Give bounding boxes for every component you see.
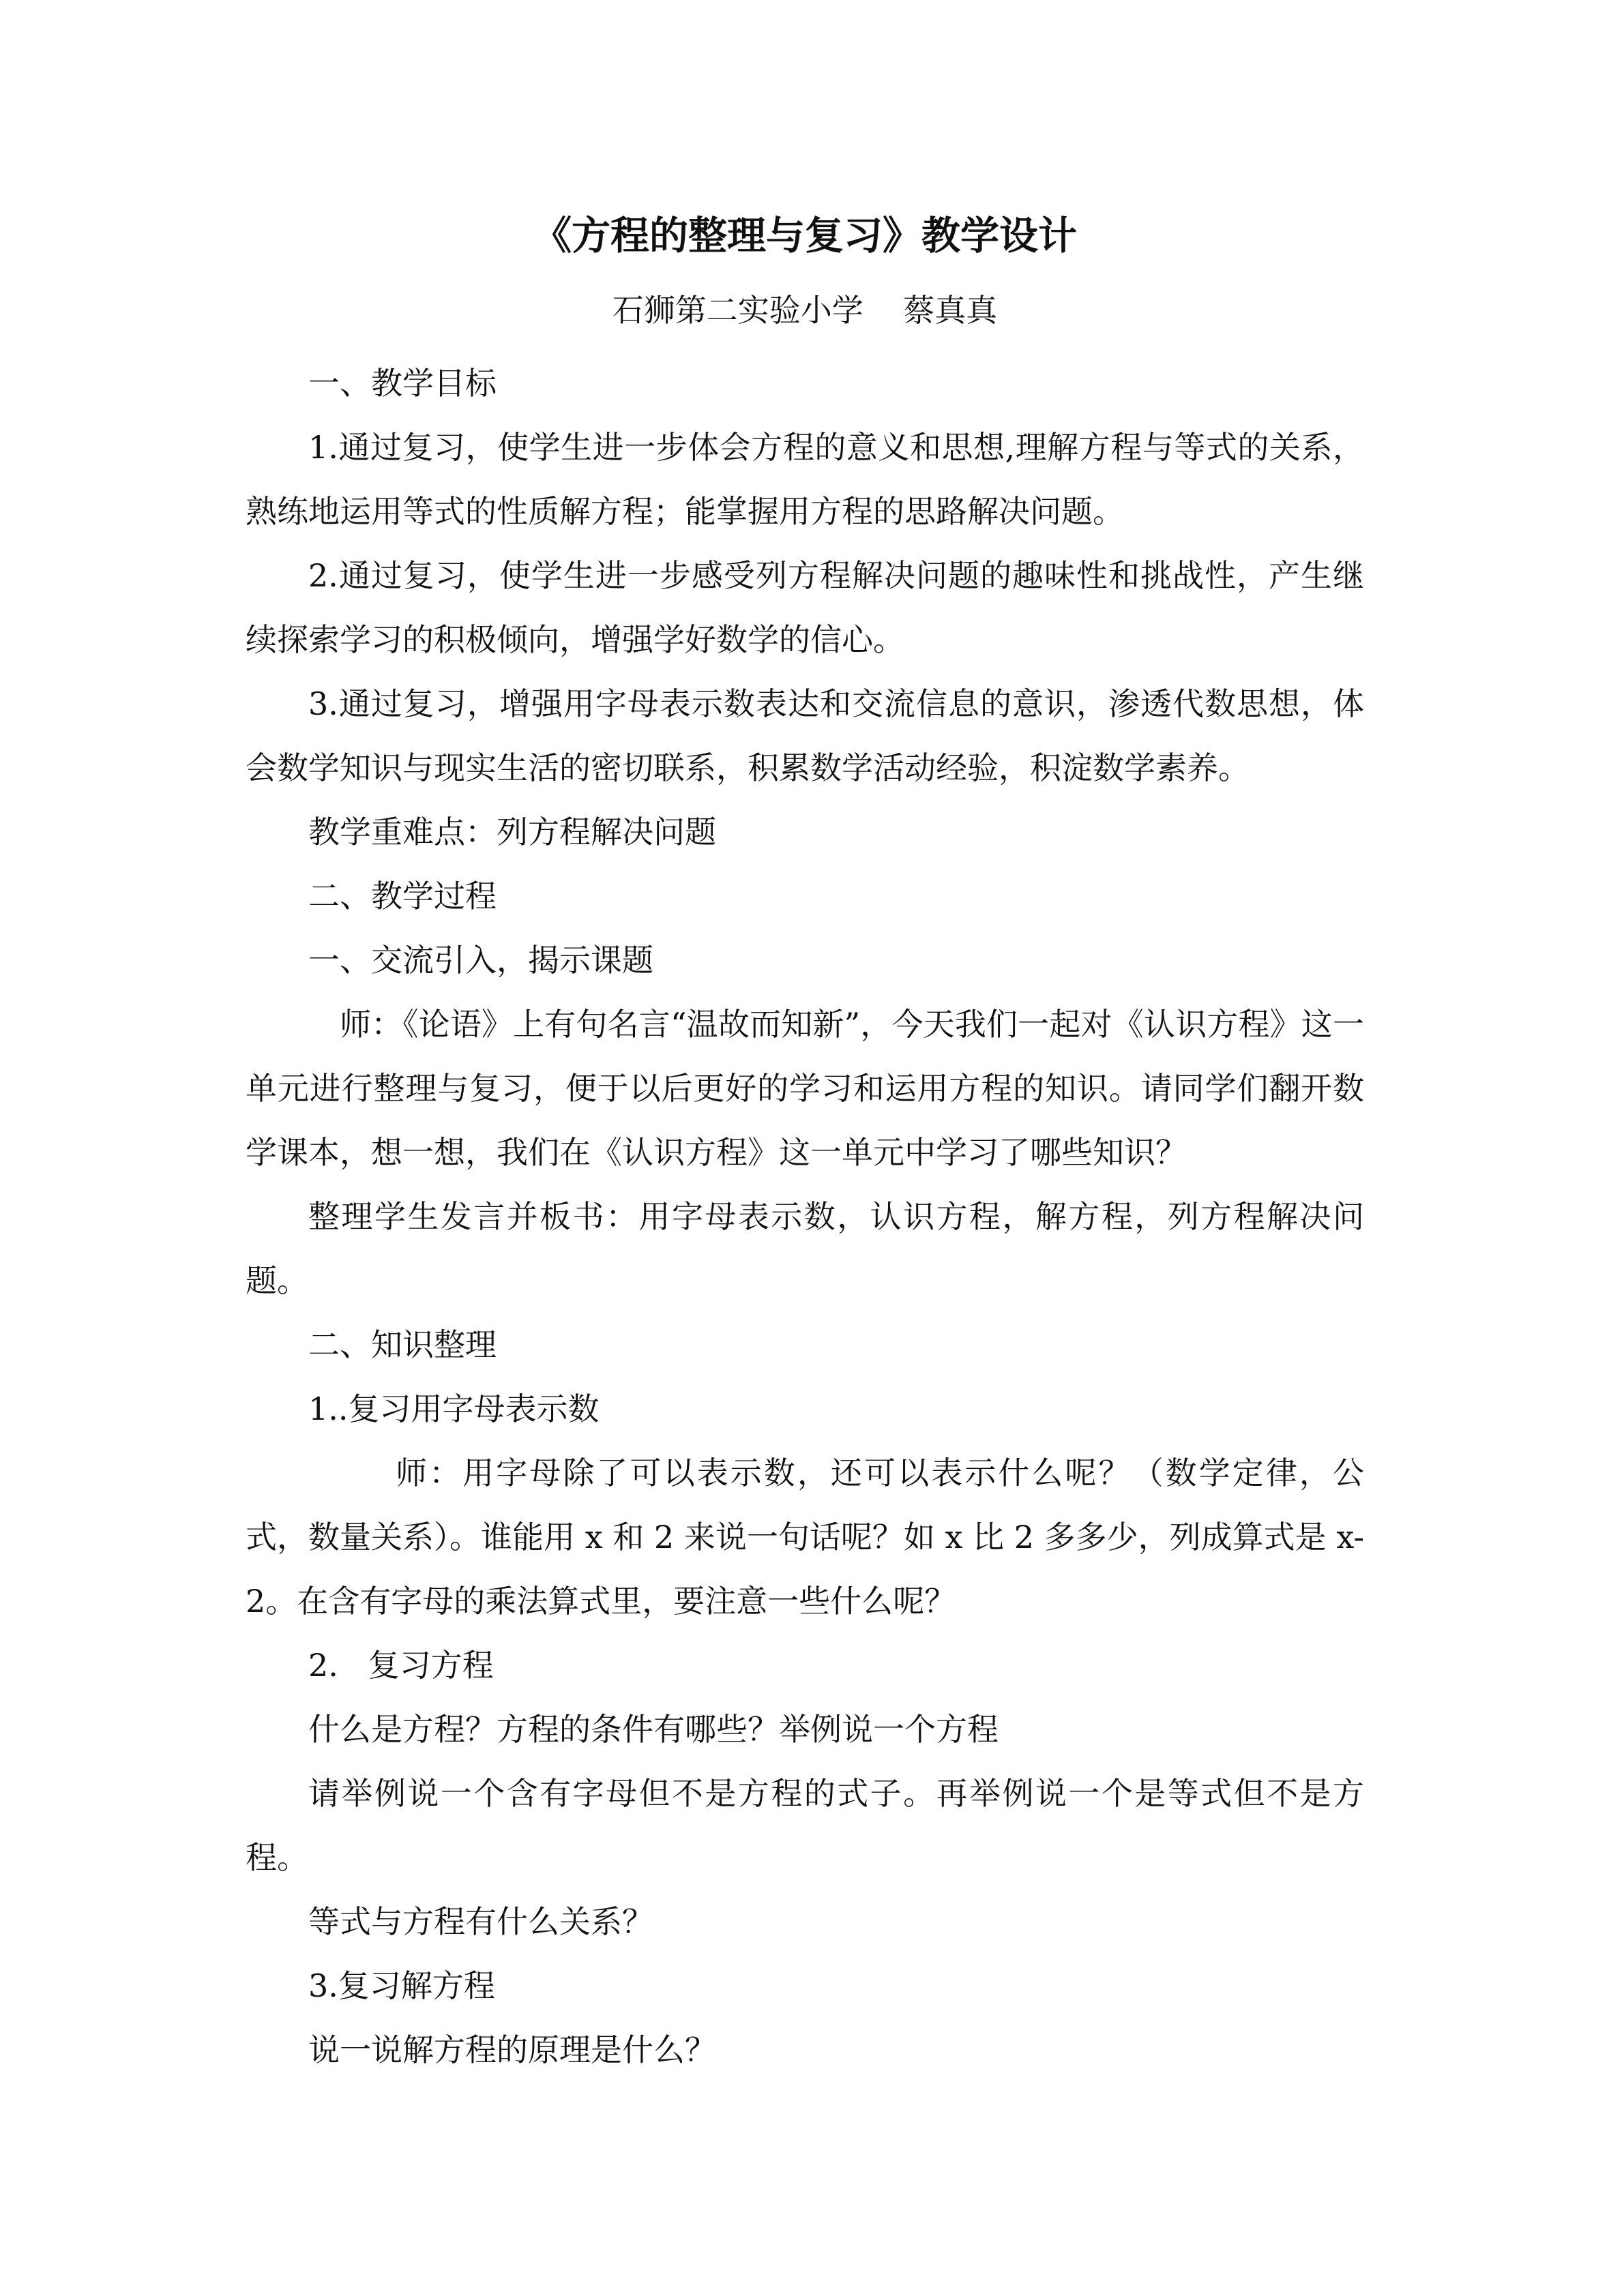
section-heading-intro: 一、交流引入，揭示课题	[308, 942, 653, 979]
paragraph-key-points: 教学重难点：列方程解决问题	[308, 814, 716, 850]
paragraph-k1-teacher: 师：用字母除了可以表示数，还可以表示什么呢？（数学定律，公式，数量关系）。谁能用 x 和 2 来说一句话呢？如 x 比 2 多多少，列成算式是 x-2。在含有字母的乘法算式里，要注意一些什么呢？	[246, 1455, 1364, 1620]
paragraph-k3-q1: 说一说解方程的原理是什么？	[308, 2031, 716, 2068]
section-heading-knowledge: 二、知识整理	[308, 1326, 497, 1363]
author-line: 石狮第二实验小学 蔡真真	[612, 292, 998, 329]
paragraph-k2-q2: 请举例说一个含有字母但不是方程的式子。再举例说一个是等式但不是方程。	[246, 1775, 1364, 1876]
paragraph-k2-q1: 什么是方程？方程的条件有哪些？举例说一个方程	[308, 1711, 999, 1748]
subheading-k3: 3.复习解方程	[308, 1967, 495, 2004]
paragraph-intro-teacher: 师：《论语》上有句名言“温故而知新”，今天我们一起对《认识方程》这一单元进行整理与复习，便于以后更好的学习和运用方程的知识。请同学们翻开数学课本，想一想，我们在《认识方程》这一单元中学习了哪些知识？	[246, 1006, 1364, 1171]
paragraph-intro-board: 整理学生发言并板书：用字母表示数，认识方程，解方程，列方程解决问题。	[246, 1198, 1364, 1299]
document-title: 《方程的整理与复习》教学设计	[533, 213, 1077, 258]
paragraph-k2-q3: 等式与方程有什么关系？	[308, 1903, 653, 1940]
paragraph-goal-1: 1.通过复习，使学生进一步体会方程的意义和思想,理解方程与等式的关系，熟练地运用等式的性质解方程；能掌握用方程的思路解决问题。	[246, 429, 1364, 530]
document-body	[246, 351, 1364, 2082]
subheading-k2: 2. 复习方程	[308, 1647, 494, 1684]
section-heading-process: 二、教学过程	[308, 878, 497, 914]
paragraph-goal-2: 2.通过复习，使学生进一步感受列方程解决问题的趣味性和挑战性，产生继续探索学习的积极倾向，增强学好数学的信心。	[246, 557, 1364, 658]
subheading-k1: 1..复习用字母表示数	[308, 1390, 600, 1427]
paragraph-goal-3: 3.通过复习，增强用字母表示数表达和交流信息的意识，渗透代数思想，体会数学知识与现实生活的密切联系，积累数学活动经验，积淀数学素养。	[246, 685, 1364, 786]
section-heading-goals: 一、教学目标	[308, 365, 497, 402]
